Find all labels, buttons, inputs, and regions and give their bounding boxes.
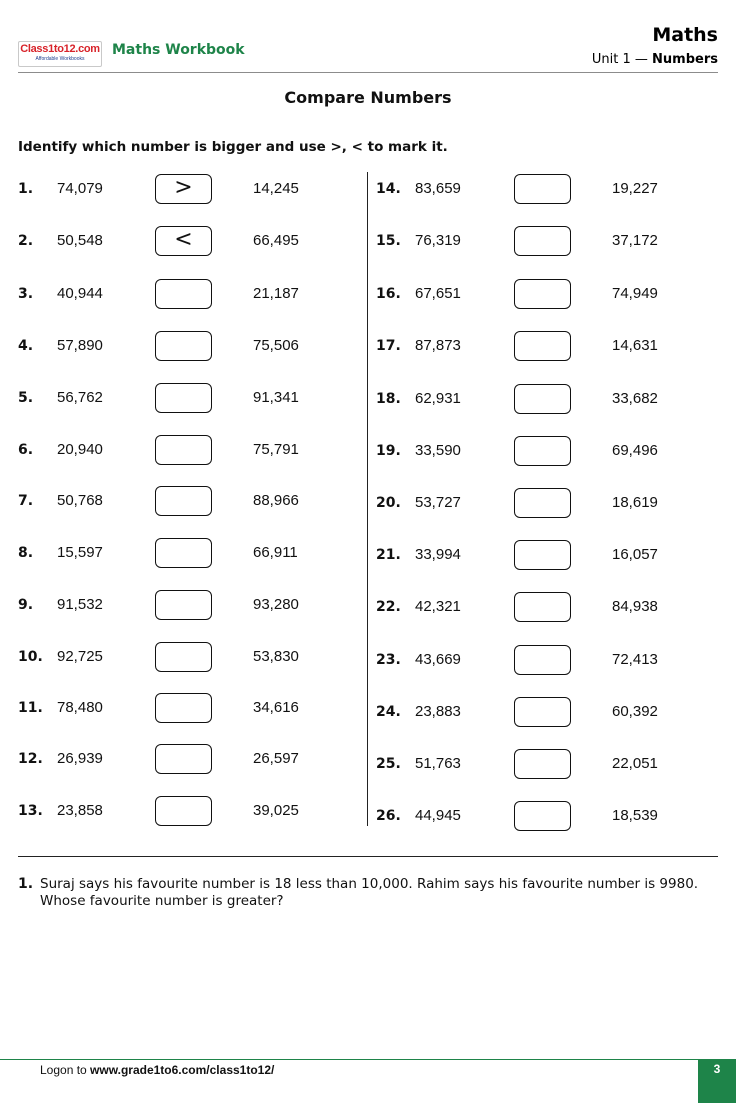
first-number: 53,727 [415, 494, 461, 511]
second-number: 34,616 [253, 699, 299, 716]
first-number: 23,883 [415, 703, 461, 720]
second-number: 88,966 [253, 492, 299, 509]
second-number: 84,938 [612, 598, 658, 615]
question-number: 9. [18, 597, 34, 613]
question-number: 26. [376, 808, 401, 824]
second-number: 69,496 [612, 442, 658, 459]
question-number: 3. [18, 286, 34, 302]
question-number: 4. [18, 338, 34, 354]
second-number: 37,172 [612, 232, 658, 249]
answer-box[interactable]: < [155, 226, 212, 256]
answer-box[interactable] [155, 796, 212, 826]
answer-box[interactable] [514, 697, 571, 727]
question-number: 10. [18, 649, 43, 665]
second-number: 66,495 [253, 232, 299, 249]
first-number: 76,319 [415, 232, 461, 249]
question-number: 7. [18, 493, 34, 509]
question-number: 14. [376, 181, 401, 197]
header-divider [18, 72, 718, 73]
second-number: 19,227 [612, 180, 658, 197]
answer-box[interactable] [155, 538, 212, 568]
second-number: 33,682 [612, 390, 658, 407]
question-number: 12. [18, 751, 43, 767]
page-number: 3 [698, 1059, 736, 1103]
question-number: 20. [376, 495, 401, 511]
first-number: 87,873 [415, 337, 461, 354]
column-divider [367, 172, 368, 826]
question-number: 24. [376, 704, 401, 720]
second-number: 60,392 [612, 703, 658, 720]
first-number: 40,944 [57, 285, 103, 302]
question-number: 1. [18, 181, 34, 197]
answer-box[interactable] [514, 174, 571, 204]
answer-box[interactable] [514, 540, 571, 570]
answer-box[interactable] [155, 435, 212, 465]
first-number: 83,659 [415, 180, 461, 197]
first-number: 62,931 [415, 390, 461, 407]
unit-prefix: Unit 1 — [591, 52, 648, 67]
footer-text [40, 1063, 274, 1077]
question-number: 22. [376, 599, 401, 615]
question-number: 2. [18, 233, 34, 249]
second-number: 74,949 [612, 285, 658, 302]
question-number: 17. [376, 338, 401, 354]
answer-box[interactable] [514, 645, 571, 675]
first-number: 67,651 [415, 285, 461, 302]
answer-box[interactable] [155, 279, 212, 309]
answer-box[interactable] [155, 331, 212, 361]
first-number: 78,480 [57, 699, 103, 716]
first-number: 33,994 [415, 546, 461, 563]
subject-title: Maths [652, 24, 718, 46]
answer-box[interactable] [155, 693, 212, 723]
first-number: 92,725 [57, 648, 103, 665]
second-number: 14,631 [612, 337, 658, 354]
first-number: 50,768 [57, 492, 103, 509]
answer-box[interactable] [155, 383, 212, 413]
first-number: 91,532 [57, 596, 103, 613]
answer-box[interactable] [514, 592, 571, 622]
first-number: 74,079 [57, 180, 103, 197]
question-number: 5. [18, 390, 34, 406]
question-number: 8. [18, 545, 34, 561]
second-number: 72,413 [612, 651, 658, 668]
second-number: 66,911 [253, 544, 298, 561]
first-number: 23,858 [57, 802, 103, 819]
answer-box[interactable] [514, 384, 571, 414]
first-number: 43,669 [415, 651, 461, 668]
second-number: 75,506 [253, 337, 299, 354]
section-divider [18, 856, 718, 857]
first-number: 57,890 [57, 337, 103, 354]
unit-label [592, 52, 718, 67]
second-number: 14,245 [253, 180, 299, 197]
second-number: 22,051 [612, 755, 658, 772]
second-number: 75,791 [253, 441, 299, 458]
second-number: 53,830 [253, 648, 299, 665]
class1to12-logo [18, 41, 102, 67]
unit-name: Numbers [652, 52, 718, 67]
first-number: 20,940 [57, 441, 103, 458]
question-number: 19. [376, 443, 401, 459]
footer-prefix: Logon to [40, 1063, 91, 1077]
first-number: 44,945 [415, 807, 461, 824]
answer-box[interactable] [514, 331, 571, 361]
worksheet-title: Compare Numbers [284, 88, 452, 107]
answer-box[interactable] [155, 642, 212, 672]
answer-box[interactable] [155, 590, 212, 620]
footer-url[interactable]: www.grade1to6.com/class1to12/ [90, 1063, 275, 1077]
question-number: 13. [18, 803, 43, 819]
question-number: 15. [376, 233, 401, 249]
second-number: 21,187 [253, 285, 299, 302]
question-number: 25. [376, 756, 401, 772]
question-number: 6. [18, 442, 34, 458]
logo-text: Class1to12.com [20, 43, 100, 55]
question-number: 18. [376, 391, 401, 407]
answer-box[interactable] [514, 749, 571, 779]
first-number: 33,590 [415, 442, 461, 459]
first-number: 15,597 [57, 544, 103, 561]
answer-box[interactable] [514, 226, 571, 256]
answer-box[interactable] [514, 279, 571, 309]
first-number: 56,762 [57, 389, 103, 406]
answer-box[interactable] [514, 436, 571, 466]
answer-box[interactable] [155, 744, 212, 774]
first-number: 42,321 [415, 598, 461, 615]
footer-divider [0, 1059, 698, 1060]
logo-subtext: Affordable Workbooks [35, 56, 85, 62]
second-number: 91,341 [253, 389, 299, 406]
question-number: 16. [376, 286, 401, 302]
first-number: 50,548 [57, 232, 103, 249]
question-number: 11. [18, 700, 43, 716]
second-number: 18,619 [612, 494, 658, 511]
second-number: 39,025 [253, 802, 299, 819]
second-number: 16,057 [612, 546, 658, 563]
word-problem-text: Suraj says his favourite number is 18 less than 10,000. Rahim says his favourite number is 9980. Whose favourite number is greater? [40, 876, 699, 909]
first-number: 26,939 [57, 750, 103, 767]
question-number: 21. [376, 547, 401, 563]
second-number: 93,280 [253, 596, 299, 613]
answer-box[interactable] [514, 488, 571, 518]
instruction-text: Identify which number is bigger and use >, < to mark it. [18, 139, 448, 155]
word-problem-number: 1. [18, 876, 34, 892]
second-number: 26,597 [253, 750, 299, 767]
second-number: 18,539 [612, 807, 658, 824]
question-number: 23. [376, 652, 401, 668]
workbook-title: Maths Workbook [112, 42, 245, 58]
answer-box[interactable]: > [155, 174, 212, 204]
first-number: 51,763 [415, 755, 461, 772]
answer-box[interactable] [514, 801, 571, 831]
answer-box[interactable] [155, 486, 212, 516]
